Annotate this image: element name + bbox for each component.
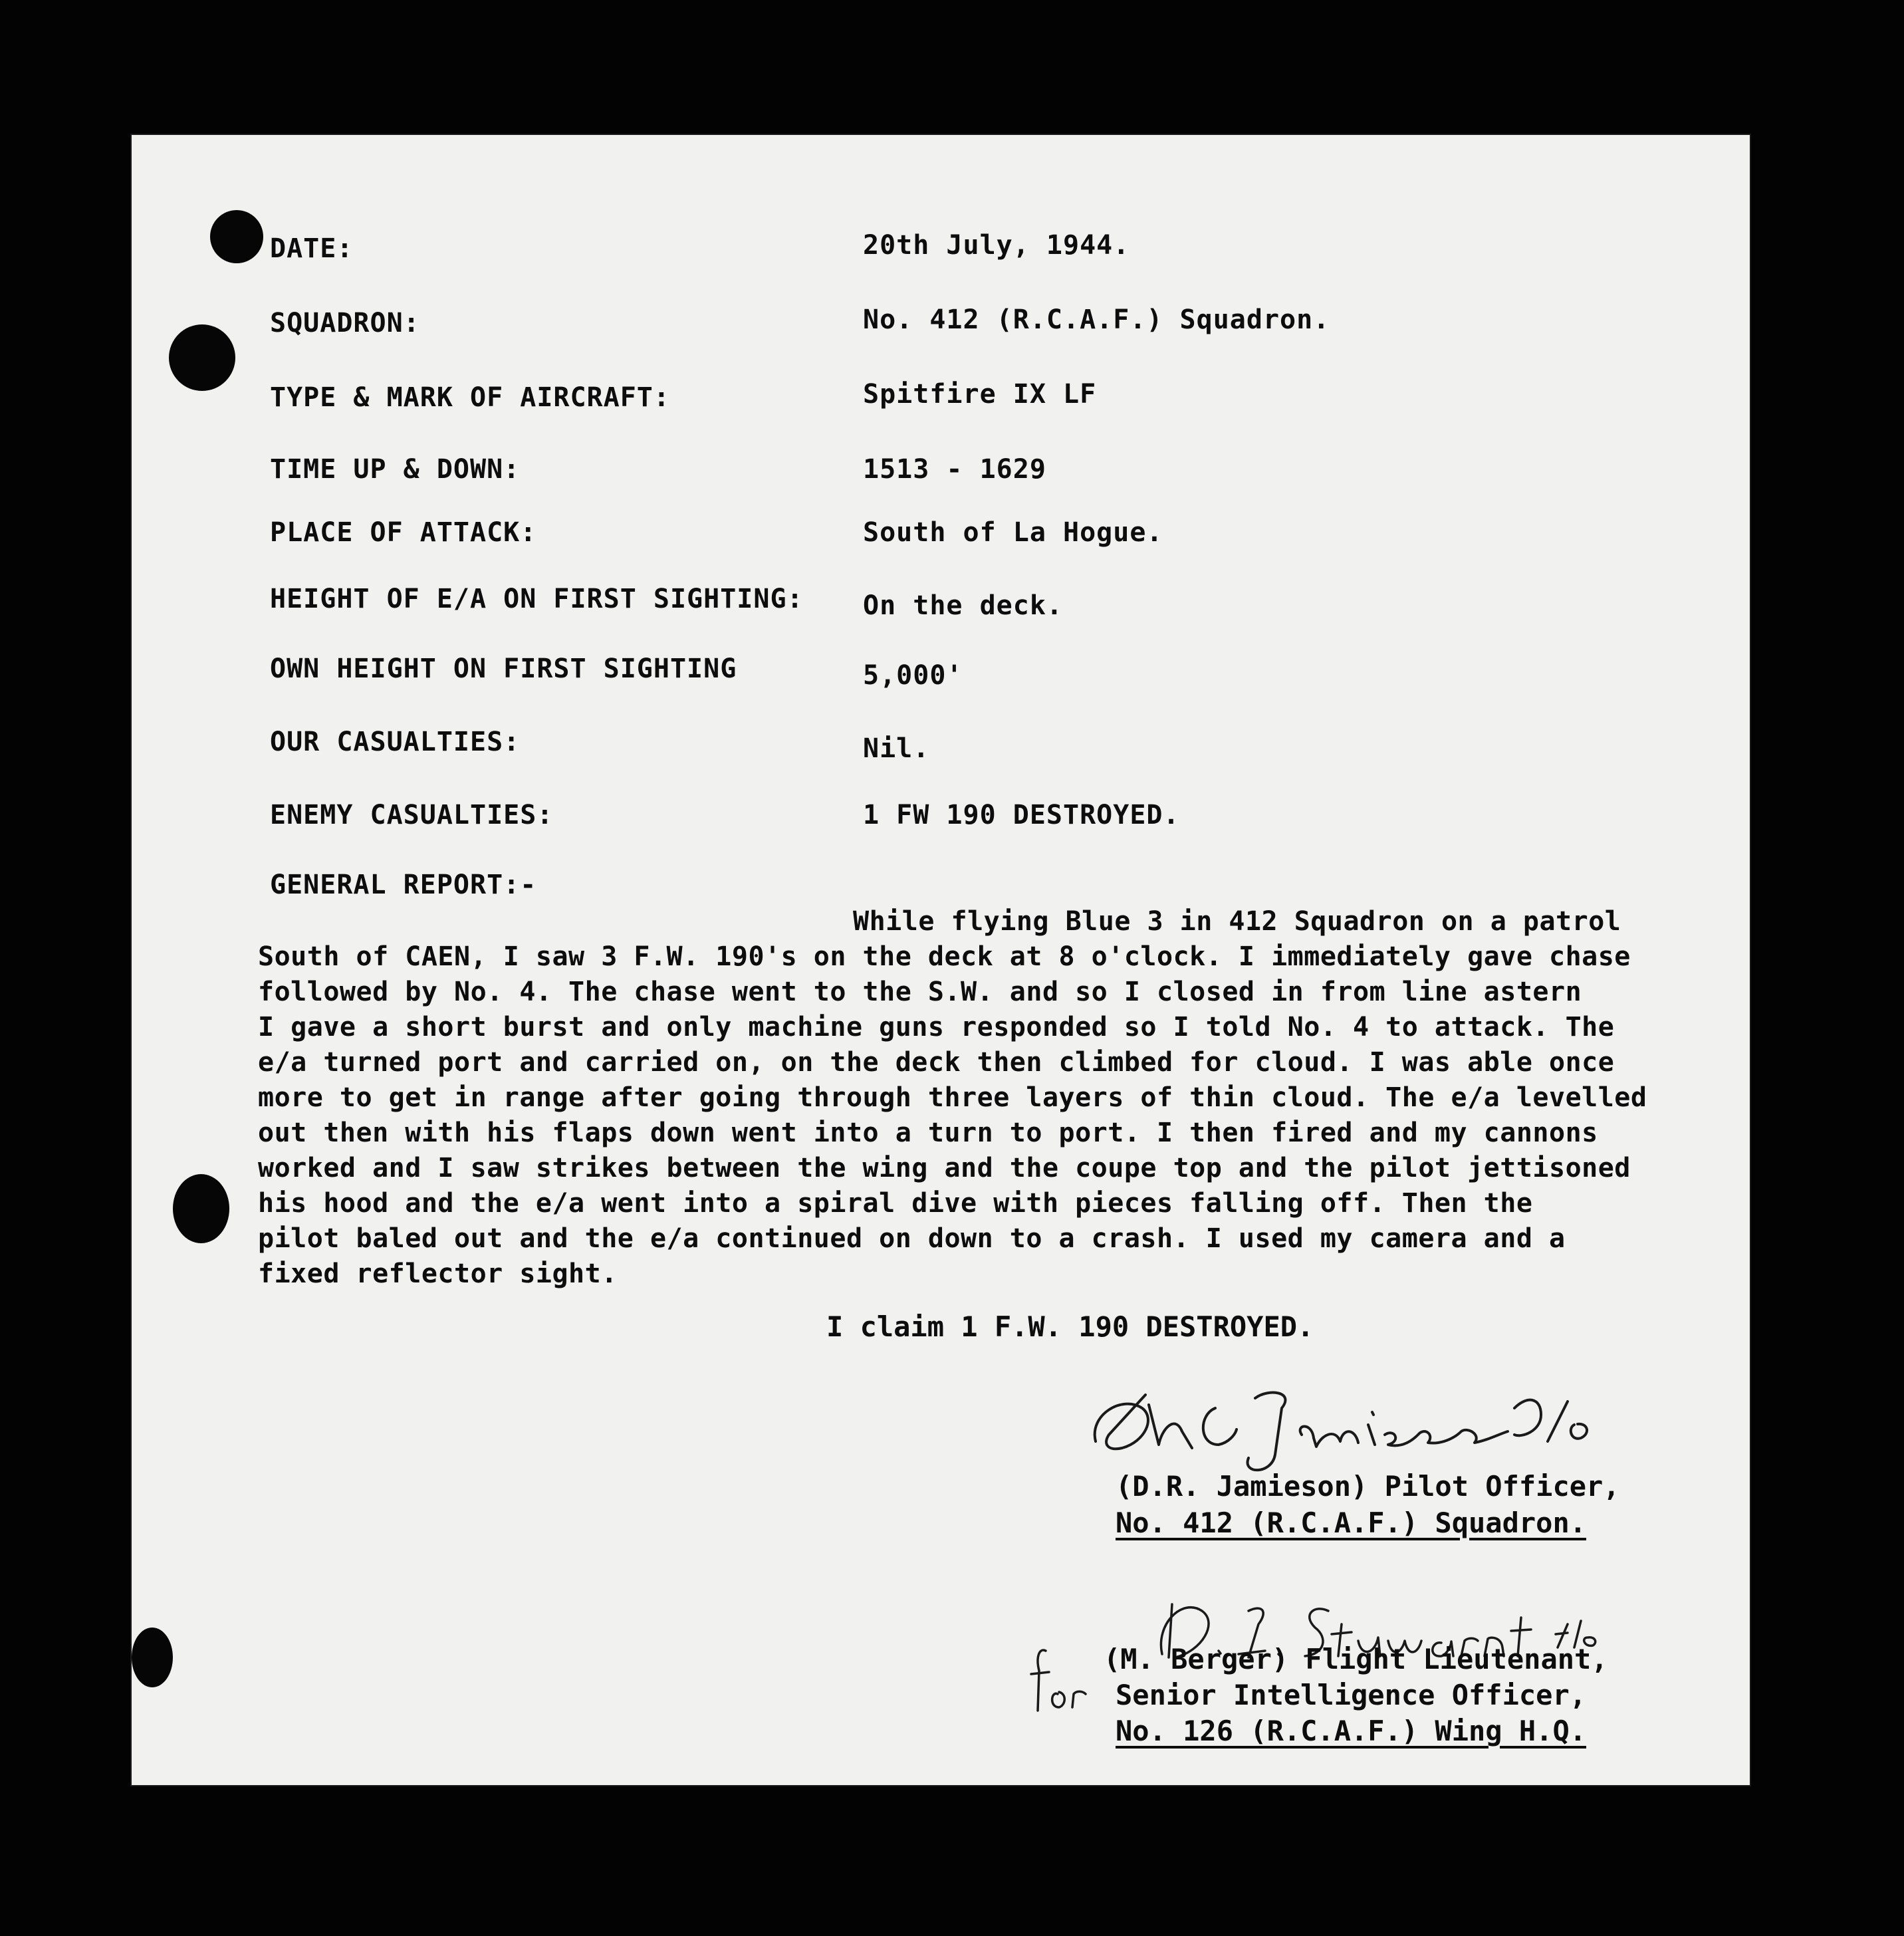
- report-line: e/a turned port and carried on, on the deck then climbed for cloud. I was able once: [258, 1047, 1615, 1078]
- report-line: out then with his flaps down went into a turn to port. I then fired and my cannons: [258, 1118, 1598, 1148]
- pilot-signature: [1082, 1368, 1634, 1481]
- punch-hole: [173, 1174, 229, 1243]
- field-value-date: 20th July, 1944.: [863, 230, 1130, 261]
- field-label-our-casualties: OUR CASUALTIES:: [270, 727, 521, 757]
- field-label-time: TIME UP & DOWN:: [270, 454, 521, 485]
- report-line: South of CAEN, I saw 3 F.W. 190's on the deck at 8 o'clock. I immediately gave chase: [258, 941, 1631, 972]
- field-value-place: South of La Hogue.: [863, 517, 1163, 548]
- pilot-name-rank: (D.R. Jamieson) Pilot Officer,: [1116, 1470, 1620, 1503]
- report-line: his hood and the e/a went into a spiral dive with pieces falling off. Then the: [258, 1188, 1533, 1219]
- punch-hole: [169, 324, 235, 391]
- field-value-aircraft: Spitfire IX LF: [863, 379, 1097, 410]
- report-line: fixed reflector sight.: [258, 1259, 618, 1289]
- field-label-enemy-casualties: ENEMY CASUALTIES:: [270, 800, 554, 830]
- field-value-own-height: 5,000': [863, 660, 963, 691]
- officer-name-rank: (M. Berger) Flight Lieutenant,: [1104, 1643, 1608, 1675]
- officer-unit: No. 126 (R.C.A.F.) Wing H.Q.: [1116, 1715, 1587, 1747]
- field-value-our-casualties: Nil.: [863, 733, 930, 764]
- field-value-height-ea: On the deck.: [863, 590, 1063, 621]
- report-line: While flying Blue 3 in 412 Squadron on a patrol: [853, 906, 1621, 937]
- report-line: pilot baled out and the e/a continued on down to a crash. I used my camera and a: [258, 1223, 1566, 1254]
- field-label-height-ea: HEIGHT OF E/A ON FIRST SIGHTING:: [270, 584, 804, 614]
- report-line: I gave a short burst and only machine guns responded so I told No. 4 to attack. The: [258, 1012, 1615, 1042]
- punch-hole: [132, 1628, 173, 1687]
- field-label-own-height: OWN HEIGHT ON FIRST SIGHTING: [270, 654, 737, 684]
- general-report-label: GENERAL REPORT:-: [270, 870, 537, 900]
- field-value-enemy-casualties: 1 FW 190 DESTROYED.: [863, 800, 1180, 830]
- for-note: [1026, 1644, 1092, 1717]
- report-line: more to get in range after going through three layers of thin cloud. The e/a levelled: [258, 1082, 1647, 1113]
- report-line: followed by No. 4. The chase went to the S.W. and so I closed in from line astern: [258, 977, 1582, 1007]
- pilot-unit: No. 412 (R.C.A.F.) Squadron.: [1116, 1507, 1587, 1539]
- punch-hole: [210, 210, 263, 263]
- document-page: [132, 135, 1750, 1785]
- field-value-squadron: No. 412 (R.C.A.F.) Squadron.: [863, 304, 1330, 335]
- field-label-place: PLACE OF ATTACK:: [270, 517, 537, 548]
- officer-title: Senior Intelligence Officer,: [1116, 1679, 1587, 1711]
- field-label-aircraft: TYPE & MARK OF AIRCRAFT:: [270, 382, 670, 413]
- field-label-date: DATE:: [270, 233, 354, 264]
- report-line: worked and I saw strikes between the wing and the coupe top and the pilot jettisoned: [258, 1153, 1631, 1183]
- claim-statement: I claim 1 F.W. 190 DESTROYED.: [826, 1310, 1314, 1343]
- field-label-squadron: SQUADRON:: [270, 308, 420, 338]
- field-value-time: 1513 - 1629: [863, 454, 1046, 485]
